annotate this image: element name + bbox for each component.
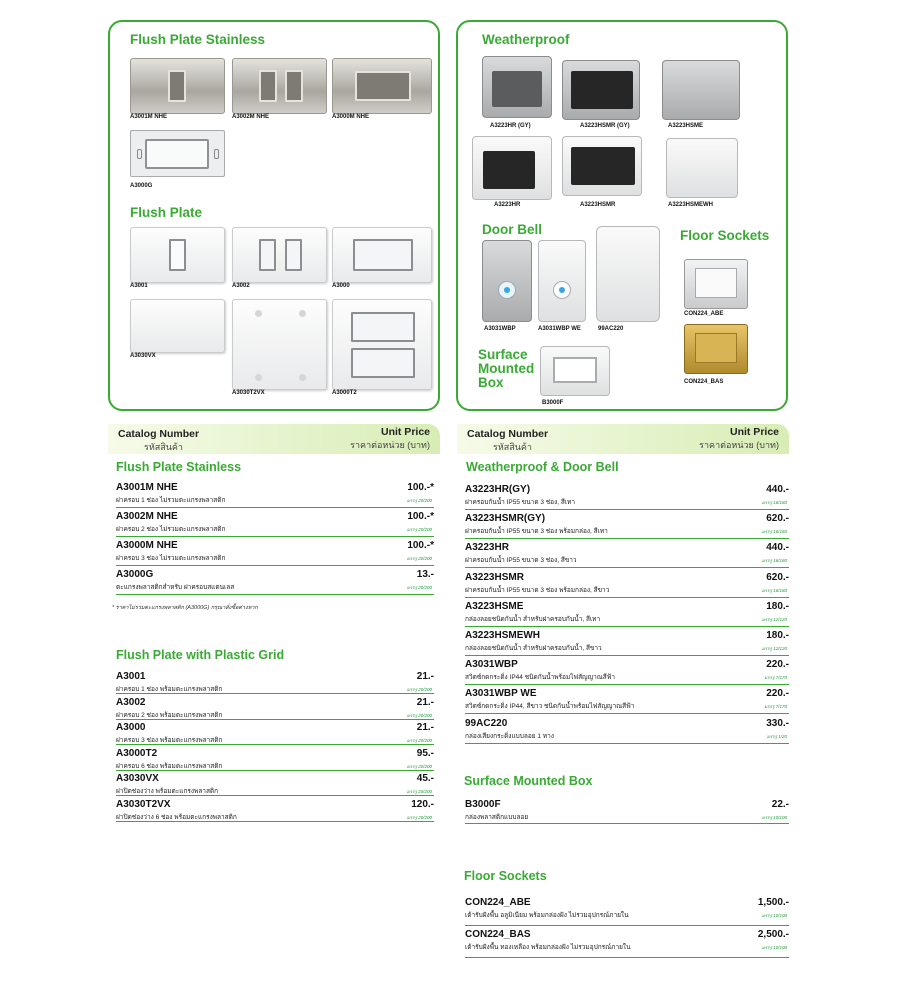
product-image-a3223hsmr xyxy=(562,136,642,196)
header-catalog-number-th: รหัสสินค้า xyxy=(144,442,183,452)
table-header-left xyxy=(108,424,440,454)
table-row xyxy=(465,928,789,958)
table-row xyxy=(465,541,789,568)
product-description: ฝาครอบกันน้ำ IP55 ขนาด 3 ช่อง พร้อมกล่อง, สีเทา xyxy=(465,528,608,536)
product-code: A3000G xyxy=(116,569,154,580)
product-description: กล่องลอยชนิดกันน้ำ สำหรับฝาครอบกันน้ำ, สีเทา xyxy=(465,615,601,623)
product-image-a3000m-nhe xyxy=(332,58,432,114)
product-code: A3000M NHE xyxy=(116,540,178,551)
product-code: A3001 xyxy=(116,671,146,682)
header-unit-price-th: ราคาต่อหน่วย (บาท) xyxy=(699,440,779,450)
price-note: * ราคาไม่รวมตะแกรงพลาสติก (A3000G) กรุณาสั่งซื้อต่างหาก xyxy=(112,605,258,611)
unit-code: มรรรู 16/160 xyxy=(761,529,787,535)
table-row xyxy=(116,670,434,694)
product-image-con224-abe xyxy=(684,259,748,309)
table-row xyxy=(465,512,789,539)
product-image-a3002m-nhe xyxy=(232,58,327,114)
product-code: A3223HSMEWH xyxy=(465,630,541,641)
unit-price: 21.- xyxy=(416,696,434,708)
product-image-a3223hsme xyxy=(662,60,740,120)
unit-price: 620.- xyxy=(766,571,789,583)
product-code: A3002M NHE xyxy=(116,511,178,522)
table-section-title: Weatherproof & Door Bell xyxy=(466,460,619,474)
unit-code: มรรรู 20/200 xyxy=(406,687,432,692)
table-row xyxy=(465,717,789,744)
table-row xyxy=(465,798,789,824)
product-image-a3223hsmewh xyxy=(666,138,738,198)
table-row xyxy=(116,568,434,595)
product-image-a3000g xyxy=(130,130,225,177)
product-image-a3031wbp-we xyxy=(538,240,586,322)
product-description: สวิตซ์กดกระดิ่ง IP44 ชนิดกันน้ำพร้อมไฟสัญญาณสีฟ้า xyxy=(465,674,616,682)
table-row xyxy=(465,571,789,598)
product-image-99ac220 xyxy=(596,226,660,322)
unit-code: มรรรู 20/200 xyxy=(406,789,432,794)
product-label: A3000 xyxy=(332,283,350,289)
unit-code: มรรรู 16/160 xyxy=(761,558,787,564)
unit-code: มรรรู 20/200 xyxy=(406,585,432,590)
unit-code: มรรรู 10/100 xyxy=(761,913,787,918)
product-label: 99AC220 xyxy=(598,326,624,332)
product-code: B3000F xyxy=(465,799,501,810)
unit-price: 21.- xyxy=(416,671,434,682)
product-image-a3002 xyxy=(232,227,327,283)
section-title-flush-plate-stainless: Flush Plate Stainless xyxy=(130,32,266,47)
product-description: ฝาครอบกันน้ำ IP55 ขนาด 3 ช่อง, สีขาว xyxy=(465,557,577,565)
product-description: ฝาครอบ 1 ช่อง พร้อมตะแกรงพลาสติก xyxy=(116,686,223,693)
table-row xyxy=(116,510,434,537)
section-title-floor-sockets: Floor Sockets xyxy=(680,228,770,243)
product-label: A3223HSMEWH xyxy=(668,202,714,208)
unit-code: มรรรู 20/200 xyxy=(406,712,432,718)
unit-price: 440.- xyxy=(766,484,789,495)
table-row xyxy=(465,600,789,627)
product-code: A3000T2 xyxy=(116,747,158,759)
table-row xyxy=(116,772,434,796)
unit-price: 100.-* xyxy=(407,540,434,551)
product-label: A3223HSMR (GY) xyxy=(580,123,630,129)
unit-price: 180.- xyxy=(766,600,789,612)
unit-price: 13.- xyxy=(416,569,434,580)
product-description: เต้ารับฝังพื้น อลูมิเนียม พร้อมกล่องฝัง ไม่รวมอุปกรณ์ภายใน xyxy=(465,912,629,919)
table-row xyxy=(116,696,434,720)
table-row xyxy=(116,721,434,745)
product-code: A3030T2VX xyxy=(116,798,171,810)
product-label: A3002 xyxy=(232,283,250,289)
product-image-a3031wbp xyxy=(482,240,532,322)
unit-code: มรรรู 1/20 xyxy=(766,733,787,739)
table-row xyxy=(116,481,434,508)
table-row xyxy=(465,687,789,714)
product-image-a3030t2vx xyxy=(232,299,327,390)
unit-price: 2,500.- xyxy=(757,929,789,940)
product-code: A3223HSMR(GY) xyxy=(465,513,546,525)
unit-price: 620.- xyxy=(766,513,789,525)
unit-price: 100.-* xyxy=(407,511,434,522)
product-description: ตะแกรงพลาสติกสำหรับ ฝาครอบสแตนเลส xyxy=(116,584,235,591)
product-label: A3000M NHE xyxy=(332,114,370,120)
product-image-a3001m-nhe xyxy=(130,58,225,114)
table-row xyxy=(465,629,789,656)
unit-code: มรรรู 20/200 xyxy=(406,814,432,820)
product-code: A3031WBP xyxy=(465,659,518,671)
header-unit-price-th: ราคาต่อหน่วย (บาท) xyxy=(350,440,430,450)
section-title-door-bell: Door Bell xyxy=(482,222,543,237)
product-code: A3223HR xyxy=(465,542,509,554)
product-description: ฝาครอบ 2 ช่อง พร้อมตะแกรงพลาสติก xyxy=(116,711,223,719)
product-label: A3223HR (GY) xyxy=(490,123,531,129)
product-image-a3000 xyxy=(332,227,432,283)
product-label: A3031WBP xyxy=(484,326,516,332)
unit-code: มรรรู 20/200 xyxy=(406,498,432,503)
product-image-a3223hr xyxy=(472,136,552,200)
product-image-b3000f xyxy=(540,346,610,396)
product-label: A3002M NHE xyxy=(232,114,270,120)
unit-code: มรรรู 10/100 xyxy=(761,815,787,820)
table-row xyxy=(116,747,434,771)
unit-code: มรรรู 20/200 xyxy=(406,527,432,532)
unit-price: 95.- xyxy=(416,747,434,759)
product-description: ฝาครอบ 2 ช่อง ไม่รวมตะแกรงพลาสติก xyxy=(116,526,226,533)
unit-code: มรรรู 16/160 xyxy=(761,500,787,505)
product-label: A3223HR xyxy=(494,202,521,208)
product-description: ฝาครอบ 3 ช่อง ไม่รวมตะแกรงพลาสติก xyxy=(116,555,226,562)
unit-code: มรรรู 20/200 xyxy=(406,763,432,769)
product-code: A3002 xyxy=(116,696,146,708)
unit-code: มรรรู 12/120 xyxy=(761,646,787,651)
unit-price: 330.- xyxy=(766,717,789,729)
product-code: A3001M NHE xyxy=(116,482,178,493)
product-image-a3030vx xyxy=(130,299,225,353)
product-code: CON224_ABE xyxy=(465,897,531,908)
section-title-weatherproof: Weatherproof xyxy=(482,32,570,47)
header-catalog-number-th: รหัสสินค้า xyxy=(493,442,532,452)
table-section-title: Flush Plate with Plastic Grid xyxy=(116,648,285,662)
unit-code: มรรรู 7/170 xyxy=(764,675,787,681)
unit-price: 220.- xyxy=(766,688,789,700)
product-label: A3001 xyxy=(130,283,148,289)
unit-code: มรรรู 20/200 xyxy=(406,556,432,561)
section-title-flush-plate: Flush Plate xyxy=(130,205,203,220)
product-code: A3030VX xyxy=(116,773,159,784)
table-section-title: Surface Mounted Box xyxy=(464,774,593,788)
header-unit-price: Unit Price xyxy=(729,426,779,438)
table-row xyxy=(116,798,434,822)
header-catalog-number: Catalog Number xyxy=(467,428,549,440)
product-description: กล่องพลาสติกแบบลอย xyxy=(465,814,529,821)
product-image-a3000t2 xyxy=(332,299,432,390)
unit-code: มรรรู 16/160 xyxy=(761,587,787,593)
product-code: A3223HSME xyxy=(465,600,524,612)
product-description: สวิตซ์กดกระดิ่ง IP44, สีขาว ชนิดกันน้ำพร้อมไฟสัญญาณสีฟ้า xyxy=(465,703,635,711)
table-row xyxy=(465,658,789,685)
unit-price: 22.- xyxy=(771,799,789,810)
section-title-surface-mounted-box xyxy=(478,348,534,391)
product-label: A3030T2VX xyxy=(232,390,265,396)
header-catalog-number: Catalog Number xyxy=(118,428,200,440)
product-description: ฝาครอบ 1 ช่อง ไม่รวมตะแกรงพลาสติก xyxy=(116,497,226,504)
product-code: A3000 xyxy=(116,722,146,733)
product-description: เต้ารับฝังพื้น ทองเหลือง พร้อมกล่องฝัง ไม่รวมอุปกรณ์ภายใน xyxy=(465,944,631,951)
unit-price: 45.- xyxy=(416,773,434,784)
product-label: A3000T2 xyxy=(332,390,357,396)
product-code: A3223HR(GY) xyxy=(465,484,531,495)
unit-price: 21.- xyxy=(416,722,434,733)
table-row xyxy=(116,539,434,566)
product-image-a3223hr-gy xyxy=(482,56,552,118)
weatherproof-panel xyxy=(456,20,788,411)
product-label: A3031WBP WE xyxy=(538,326,581,332)
product-label: A3223HSME xyxy=(668,123,704,129)
product-description: ฝาครอบกันน้ำ IP55 ขนาด 3 ช่อง พร้อมกล่อง, สีขาว xyxy=(465,586,610,594)
unit-code: มรรรู 12/120 xyxy=(761,616,787,622)
unit-price: 100.-* xyxy=(407,482,434,493)
product-label: CON224_ABE xyxy=(684,311,724,317)
unit-price: 180.- xyxy=(766,630,789,641)
product-label: A3030VX xyxy=(130,353,156,359)
table-row xyxy=(465,483,789,510)
flush-plate-panel xyxy=(108,20,440,411)
product-label: B3000F xyxy=(542,400,564,406)
unit-price: 440.- xyxy=(766,542,789,554)
product-code: A3223HSMR xyxy=(465,571,524,583)
product-code: CON224_BAS xyxy=(465,929,531,940)
header-unit-price: Unit Price xyxy=(380,426,430,438)
product-description: ฝาปิดช่องว่าง 6 ช่อง พร้อมตะแกรงพลาสติก xyxy=(116,813,237,821)
surface-title-text: Surface Mounted Box xyxy=(478,347,535,391)
unit-price: 1,500.- xyxy=(757,897,789,908)
product-description: ฝาครอบ 3 ช่อง พร้อมตะแกรงพลาสติก xyxy=(116,737,223,744)
product-code: A3031WBP WE xyxy=(465,688,537,700)
unit-price: 220.- xyxy=(766,659,789,671)
unit-code: มรรรู 7/170 xyxy=(764,704,787,710)
product-description: กล่องเสียงกระดิ่งแบบลอย 1 ทาง xyxy=(465,732,554,740)
product-image-con224-bas xyxy=(684,324,748,374)
product-description: ฝาปิดช่องว่าง พร้อมตะแกรงพลาสติก xyxy=(116,788,219,795)
table-row xyxy=(465,896,789,926)
product-description: ฝาครอบกันน้ำ IP55 ขนาด 3 ช่อง, สีเทา xyxy=(465,499,575,506)
table-header-right xyxy=(457,424,789,454)
product-description: กล่องลอยชนิดกันน้ำ สำหรับฝาครอบกันน้ำ, สีขาว xyxy=(465,645,602,652)
product-label: CON224_BAS xyxy=(684,379,724,385)
unit-code: มรรรู 20/200 xyxy=(406,738,432,743)
product-code: 99AC220 xyxy=(465,717,508,729)
product-label: A3223HSMR xyxy=(580,202,616,208)
product-label: A3001M NHE xyxy=(130,114,168,120)
product-description: ฝาครอบ 6 ช่อง พร้อมตะแกรงพลาสติก xyxy=(116,762,223,770)
product-image-a3223hsmr-gy xyxy=(562,60,640,120)
product-image-a3001 xyxy=(130,227,225,283)
product-label: A3000G xyxy=(130,183,153,189)
table-section-title: Flush Plate Stainless xyxy=(116,460,242,474)
table-section-title: Floor Sockets xyxy=(464,869,547,883)
unit-code: มรรรู 10/100 xyxy=(761,945,787,950)
unit-price: 120.- xyxy=(411,798,434,810)
